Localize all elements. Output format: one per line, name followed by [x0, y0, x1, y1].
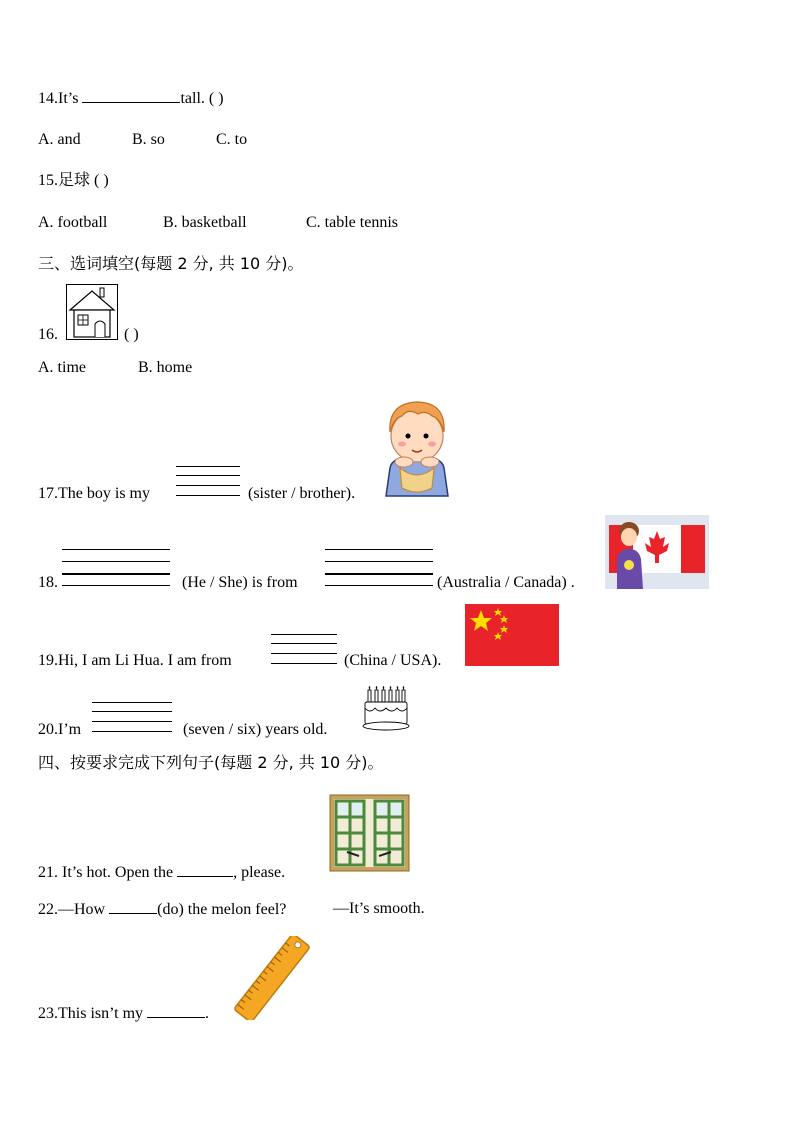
q15-options: [38, 213, 398, 233]
q18-number: 18.: [38, 574, 58, 591]
canada-flag-icon: [605, 515, 709, 589]
question-15: [38, 171, 109, 191]
q21-suffix: , please.: [233, 864, 286, 881]
q19-prefix: 19.Hi, I am Li Hua. I am from: [38, 652, 232, 669]
answer-paren[interactable]: ( ): [124, 326, 139, 343]
four-line-blank[interactable]: [92, 702, 172, 734]
section-title: 三、选词填空(每题 2 分, 共 10 分)。: [38, 254, 304, 273]
q14-options: [38, 130, 247, 150]
q16-options: [38, 358, 192, 378]
window-icon: [329, 794, 410, 872]
q17-prefix: 17.The boy is my: [38, 485, 150, 502]
q20-choices: (seven / six) years old.: [183, 721, 328, 738]
q15-prefix: 15.足球: [38, 172, 91, 189]
ruler-icon: [234, 936, 310, 1020]
option-b[interactable]: B. so: [132, 131, 165, 148]
q18-mid: (He / She) is from: [182, 574, 298, 591]
q14-prefix: 14.It’s: [38, 90, 83, 107]
answer-blank[interactable]: [177, 862, 233, 877]
question-17: [38, 484, 150, 504]
answer-blank[interactable]: [82, 88, 180, 103]
option-b[interactable]: B. home: [138, 359, 193, 376]
four-line-blank[interactable]: [271, 634, 337, 666]
question-16: [38, 325, 58, 345]
answer-paren[interactable]: ( ): [208, 90, 224, 107]
question-14: [38, 88, 224, 109]
q14-suffix: tall.: [180, 90, 205, 107]
option-c[interactable]: C. to: [216, 131, 248, 148]
option-a[interactable]: A. football: [38, 214, 108, 231]
q22-answer: —It’s smooth.: [333, 900, 425, 917]
house-icon: [66, 284, 118, 340]
q22-prefix: 22.—How: [38, 901, 110, 918]
q23-suffix: .: [205, 1005, 210, 1022]
q17-choices: (sister / brother).: [248, 485, 356, 502]
option-a[interactable]: A. time: [38, 359, 86, 376]
boy-icon: [382, 396, 452, 500]
q16-number: 16.: [38, 326, 58, 343]
china-flag-icon: [465, 604, 559, 666]
four-line-blank[interactable]: [176, 466, 240, 498]
q20-prefix: 20.I’m: [38, 721, 82, 738]
question-22: [38, 899, 286, 920]
q22-mid: (do) the melon feel?: [157, 901, 287, 918]
question-21: [38, 862, 285, 883]
option-b[interactable]: B. basketball: [163, 214, 247, 231]
four-line-blank[interactable]: [325, 549, 433, 587]
answer-paren[interactable]: ( ): [94, 172, 109, 189]
option-c[interactable]: C. table tennis: [306, 214, 398, 231]
question-19: [38, 651, 232, 671]
question-20: [38, 720, 81, 740]
question-23: [38, 1003, 209, 1024]
answer-blank[interactable]: [109, 899, 157, 914]
option-a[interactable]: A. and: [38, 131, 81, 148]
q23-prefix: 23.This isn’t my: [38, 1005, 148, 1022]
four-line-blank[interactable]: [62, 549, 170, 587]
birthday-cake-icon: [362, 686, 410, 732]
q21-prefix: 21. It’s hot. Open the: [38, 864, 178, 881]
answer-blank[interactable]: [147, 1003, 205, 1018]
q19-choices: (China / USA).: [344, 652, 442, 669]
q18-choices: (Australia / Canada) .: [437, 574, 575, 591]
section-title: 四、按要求完成下列句子(每题 2 分, 共 10 分)。: [38, 753, 384, 772]
